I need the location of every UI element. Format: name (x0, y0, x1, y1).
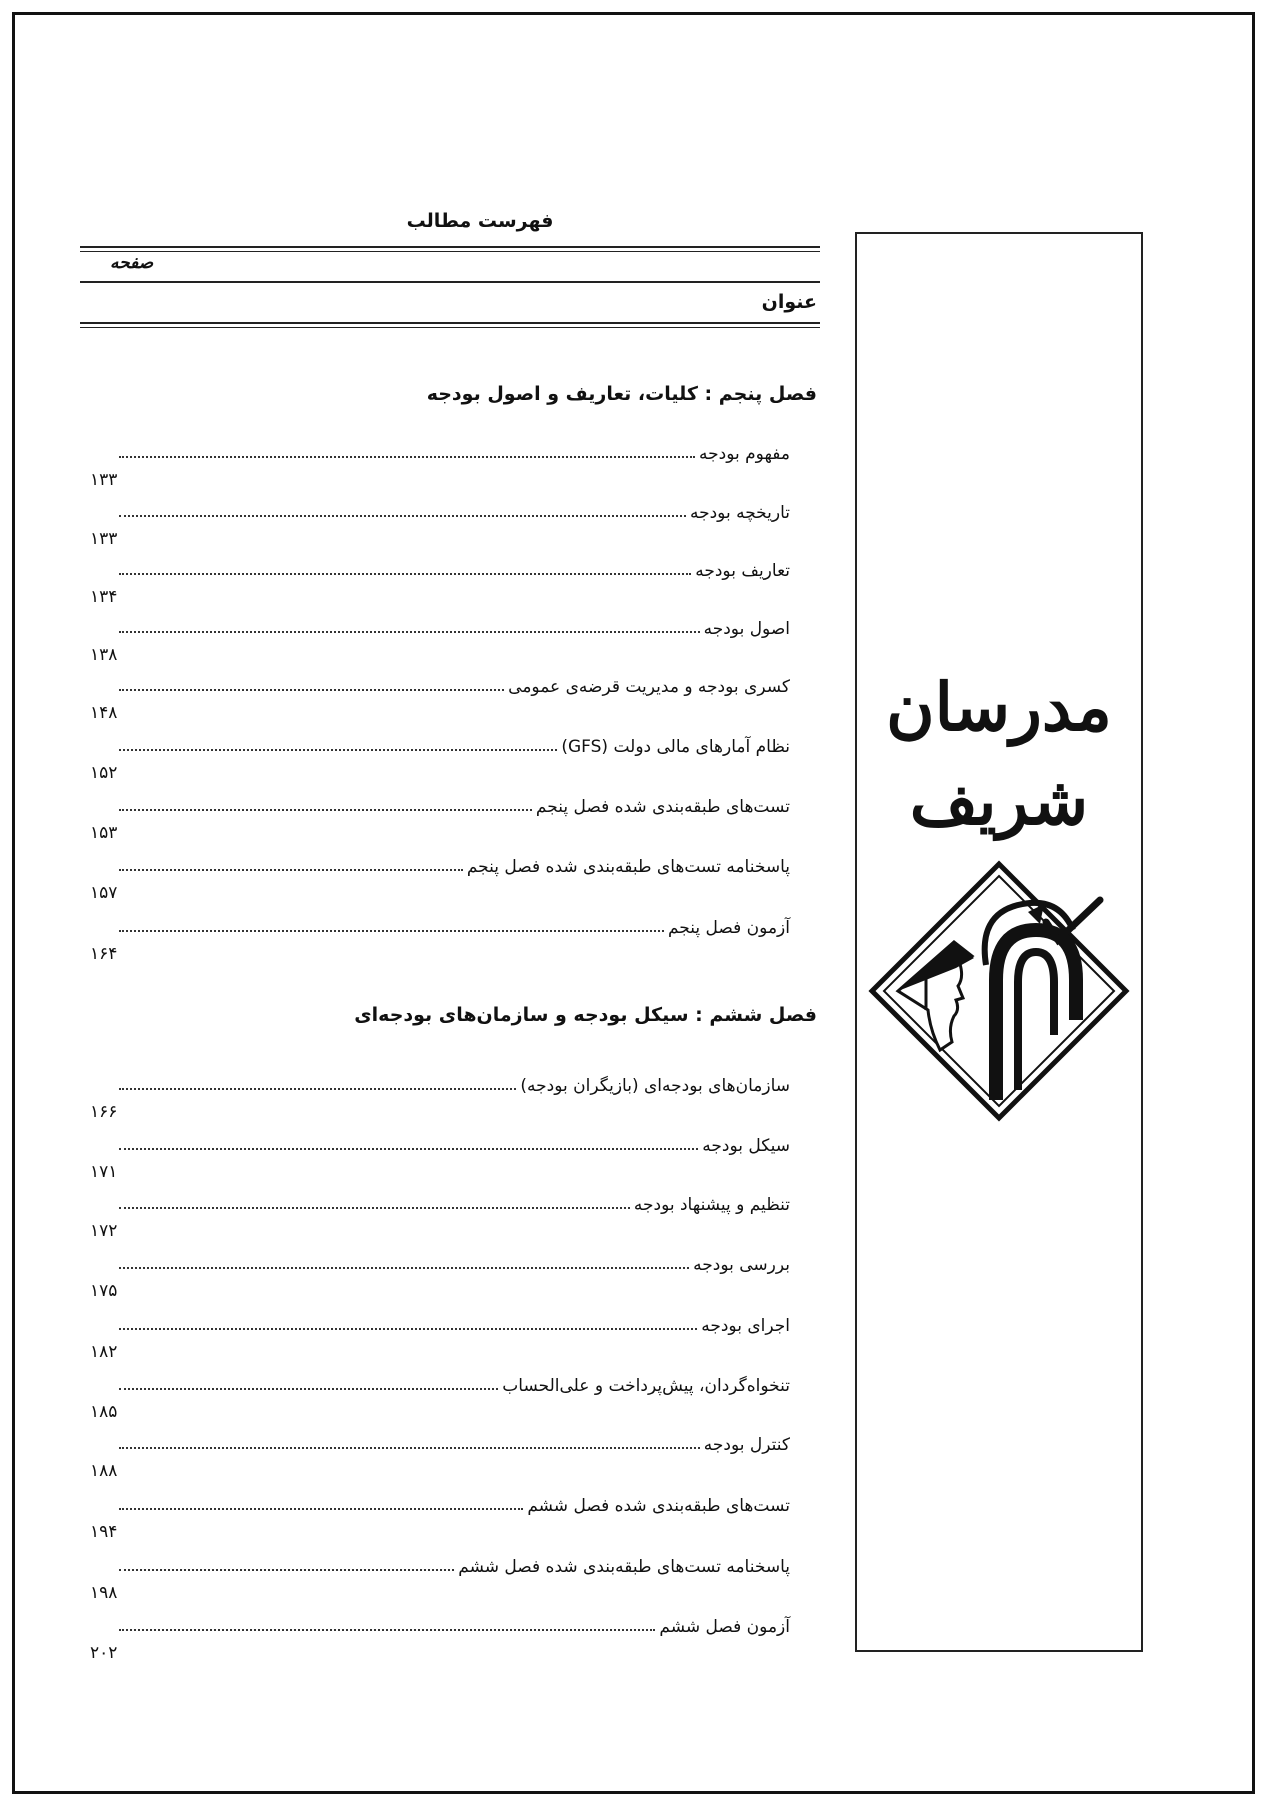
entry-page: ۱۳۸ (90, 645, 118, 665)
entry-page: ۱۹۴ (90, 1522, 118, 1542)
dot-leader (119, 748, 557, 751)
entry-page: ۱۵۷ (90, 883, 118, 903)
entry-title: مفهوم بودجه (699, 444, 790, 464)
toc-entry[interactable] (90, 843, 790, 903)
toc-entry[interactable] (90, 1181, 790, 1241)
dot-leader (119, 1147, 698, 1150)
entry-page: ۱۳۳ (90, 470, 118, 490)
entry-title: پاسخنامه تست‌های طبقه‌بندی شده فصل پنجم (466, 857, 790, 877)
entry-page: ۱۵۳ (90, 823, 118, 843)
entry-title: بررسی بودجه (693, 1255, 790, 1275)
entry-page: ۲۰۲ (90, 1643, 118, 1663)
toc-entry[interactable] (90, 1421, 790, 1481)
dot-leader (119, 688, 504, 691)
entry-page: ۱۷۱ (90, 1162, 118, 1182)
toc-entry[interactable] (90, 1482, 790, 1542)
divider (80, 281, 820, 283)
divider (80, 246, 820, 248)
brand-name (855, 660, 1143, 848)
dot-leader (119, 1087, 516, 1090)
entry-title: تعاریف بودجه (695, 561, 790, 581)
entry-title: سیکل بودجه (702, 1136, 790, 1156)
dot-leader (119, 455, 695, 458)
entry-page: ۱۷۵ (90, 1281, 118, 1301)
entry-title: آزمون فصل ششم (659, 1617, 790, 1637)
dot-leader (119, 572, 691, 575)
entry-page: ۱۸۸ (90, 1461, 118, 1481)
dot-leader (119, 929, 664, 932)
toc-entry[interactable] (90, 605, 790, 665)
title-column-label: عنوان (761, 291, 817, 313)
toc-entry[interactable] (90, 1603, 790, 1663)
toc-entry[interactable] (90, 1543, 790, 1603)
divider (80, 251, 820, 252)
dot-leader (119, 1446, 699, 1449)
dot-leader (119, 630, 699, 633)
chapter-heading: فصل ششم : سیکل بودجه و سازمان‌های بودجه‌ای (354, 1004, 817, 1026)
graduate-pencil-logo-icon (868, 860, 1130, 1122)
entry-title: اصول بودجه (703, 619, 790, 639)
dot-leader (119, 1266, 689, 1269)
entry-title: کنترل بودجه (703, 1435, 790, 1455)
chapter-heading: فصل پنجم : کلیات، تعاریف و اصول بودجه (426, 383, 817, 405)
toc-entry[interactable] (90, 783, 790, 843)
toc-entry[interactable] (90, 1302, 790, 1362)
toc-entry[interactable] (90, 904, 790, 964)
entry-title: کسری بودجه و مدیریت قرضه‌ی عمومی (508, 677, 790, 697)
entry-page: ۱۸۵ (90, 1402, 118, 1422)
entry-page: ۱۸۲ (90, 1342, 118, 1362)
toc-entry[interactable] (90, 723, 790, 783)
brand-line-1: مدرسان (886, 668, 1112, 746)
brand-line-2: شریف (909, 762, 1089, 840)
entry-page: ۱۳۳ (90, 529, 118, 549)
divider (80, 327, 820, 328)
toc-entry[interactable] (90, 489, 790, 549)
entry-page: ۱۳۴ (90, 587, 118, 607)
entry-title: آزمون فصل پنجم (667, 918, 790, 938)
entry-title: پاسخنامه تست‌های طبقه‌بندی شده فصل ششم (458, 1557, 790, 1577)
divider (80, 322, 820, 324)
toc-entry[interactable] (90, 1241, 790, 1301)
entry-title: نظام آمارهای مالی دولت (GFS) (561, 737, 790, 757)
entry-title: تست‌های طبقه‌بندی شده فصل پنجم (535, 797, 790, 817)
toc-entry[interactable] (90, 547, 790, 607)
dot-leader (119, 1327, 697, 1330)
entry-title: اجرای بودجه (701, 1316, 790, 1336)
entry-title: تنخواه‌گردان، پیش‌پرداخت و علی‌الحساب (502, 1376, 790, 1396)
entry-page: ۱۷۲ (90, 1221, 118, 1241)
dot-leader (119, 514, 686, 517)
entry-title: سازمان‌های بودجه‌ای (بازیگران بودجه) (520, 1076, 790, 1096)
dot-leader (119, 1507, 523, 1510)
entry-page: ۱۴۸ (90, 703, 118, 723)
entry-title: تنظیم و پیشنهاد بودجه (633, 1195, 790, 1215)
entry-page: ۱۶۶ (90, 1102, 118, 1122)
toc-title: فهرست مطالب (406, 210, 554, 232)
dot-leader (119, 1628, 655, 1631)
toc-entry[interactable] (90, 663, 790, 723)
entry-title: تاریخچه بودجه (689, 503, 790, 523)
toc-entry[interactable] (90, 430, 790, 490)
entry-title: تست‌های طبقه‌بندی شده فصل ششم (527, 1496, 790, 1516)
toc-entry[interactable] (90, 1362, 790, 1422)
dot-leader (119, 868, 462, 871)
entry-page: ۱۹۸ (90, 1583, 118, 1603)
dot-leader (119, 808, 532, 811)
toc-entry[interactable] (90, 1122, 790, 1182)
toc-entry[interactable] (90, 1062, 790, 1122)
dot-leader (119, 1568, 454, 1571)
page-column-label: صفحه (110, 253, 154, 273)
dot-leader (119, 1387, 498, 1390)
entry-page: ۱۶۴ (90, 944, 118, 964)
entry-page: ۱۵۲ (90, 763, 118, 783)
dot-leader (119, 1206, 629, 1209)
